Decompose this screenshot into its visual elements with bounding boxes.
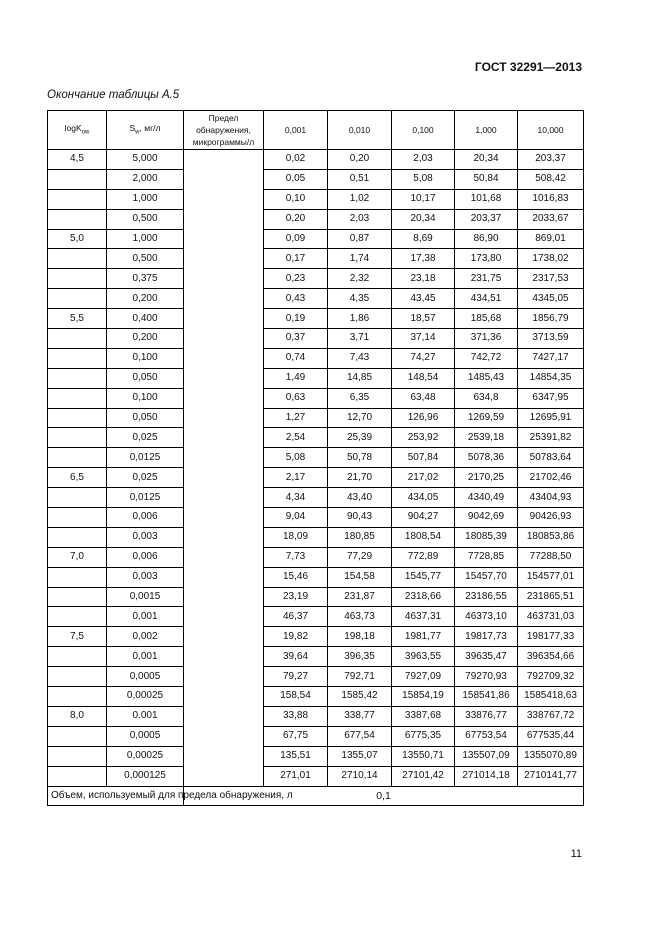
cell-logk — [48, 368, 107, 388]
cell-value: 63,48 — [392, 388, 455, 408]
cell-logk — [48, 726, 107, 746]
cell-value: 0,17 — [264, 249, 328, 269]
cell-value: 2,03 — [328, 209, 392, 229]
cell-value: 463,73 — [328, 607, 392, 627]
header-logk: logK$_{ow}$ — [48, 111, 107, 150]
cell-value: 634,8 — [455, 388, 518, 408]
cell-value: 3963,55 — [392, 647, 455, 667]
cell-value: 4,35 — [328, 289, 392, 309]
cell-value: 27101,42 — [392, 766, 455, 786]
cell-value: 12695,91 — [518, 408, 584, 428]
cell-value: 371,36 — [455, 329, 518, 349]
cell-value: 158,54 — [264, 687, 328, 707]
header-conc-4: 1,000 — [455, 111, 518, 150]
cell-value: 7927,09 — [392, 667, 455, 687]
cell-value: 1355,07 — [328, 746, 392, 766]
cell-sw: 0,001 — [107, 647, 184, 667]
cell-value: 792709,32 — [518, 667, 584, 687]
cell-value: 101,68 — [455, 189, 518, 209]
cell-value: 135507,09 — [455, 746, 518, 766]
table-row — [48, 150, 584, 170]
cell-value: 0,05 — [264, 169, 328, 189]
table-row — [48, 348, 584, 368]
page-number: 11 — [570, 848, 582, 860]
table-row — [48, 329, 584, 349]
cell-value: 2,03 — [392, 150, 455, 170]
cell-value: 198177,33 — [518, 627, 584, 647]
cell-sw: 0,00025 — [107, 746, 184, 766]
cell-value: 19,82 — [264, 627, 328, 647]
cell-value: 3713,59 — [518, 329, 584, 349]
cell-value: 1485,43 — [455, 368, 518, 388]
cell-value: 507,84 — [392, 448, 455, 468]
cell-value: 10,17 — [392, 189, 455, 209]
cell-value: 2318,66 — [392, 587, 455, 607]
table-row — [48, 667, 584, 687]
cell-logk — [48, 667, 107, 687]
cell-value: 1856,79 — [518, 309, 584, 329]
cell-value: 203,37 — [455, 209, 518, 229]
cell-value: 9042,69 — [455, 508, 518, 528]
footer-value: 0,1 — [184, 786, 584, 806]
cell-value: 46373,10 — [455, 607, 518, 627]
cell-logk: 5,0 — [48, 229, 107, 249]
cell-value: 18,57 — [392, 309, 455, 329]
cell-logk — [48, 766, 107, 786]
cell-value: 90,43 — [328, 508, 392, 528]
cell-sw: 0,006 — [107, 508, 184, 528]
table-row — [48, 249, 584, 269]
cell-value: 9,04 — [264, 508, 328, 528]
cell-value: 33,88 — [264, 706, 328, 726]
cell-detection-limit — [184, 150, 264, 787]
cell-value: 37,14 — [392, 329, 455, 349]
cell-sw: 0,0015 — [107, 587, 184, 607]
table-body — [48, 150, 584, 787]
cell-sw: 0,002 — [107, 627, 184, 647]
cell-value: 1,49 — [264, 368, 328, 388]
cell-value: 1585418,63 — [518, 687, 584, 707]
cell-value: 2710,14 — [328, 766, 392, 786]
cell-logk — [48, 587, 107, 607]
table-row — [48, 547, 584, 567]
cell-sw: 0,0125 — [107, 488, 184, 508]
cell-value: 6775,35 — [392, 726, 455, 746]
cell-sw: 0.001 — [107, 706, 184, 726]
cell-value: 0,02 — [264, 150, 328, 170]
cell-value: 677,54 — [328, 726, 392, 746]
table-row — [48, 527, 584, 547]
cell-value: 14854,35 — [518, 368, 584, 388]
cell-sw: 2,000 — [107, 169, 184, 189]
cell-value: 1016,83 — [518, 189, 584, 209]
cell-value: 231865,51 — [518, 587, 584, 607]
cell-value: 463731,03 — [518, 607, 584, 627]
cell-value: 677535,44 — [518, 726, 584, 746]
cell-logk — [48, 567, 107, 587]
cell-value: 0,37 — [264, 329, 328, 349]
cell-value: 23,18 — [392, 269, 455, 289]
cell-value: 396,35 — [328, 647, 392, 667]
cell-logk: 5,5 — [48, 309, 107, 329]
cell-logk: 6,5 — [48, 468, 107, 488]
cell-logk — [48, 269, 107, 289]
cell-logk — [48, 249, 107, 269]
cell-value: 2,32 — [328, 269, 392, 289]
cell-logk — [48, 527, 107, 547]
cell-value: 23,19 — [264, 587, 328, 607]
cell-logk — [48, 329, 107, 349]
cell-logk — [48, 408, 107, 428]
cell-sw: 0,025 — [107, 468, 184, 488]
cell-value: 50,84 — [455, 169, 518, 189]
document-number: ГОСТ 32291—2013 — [474, 60, 582, 74]
cell-logk — [48, 388, 107, 408]
cell-value: 154,58 — [328, 567, 392, 587]
cell-logk — [48, 428, 107, 448]
cell-value: 396354,66 — [518, 647, 584, 667]
table-row — [48, 706, 584, 726]
cell-value: 13550,71 — [392, 746, 455, 766]
table-row — [48, 746, 584, 766]
cell-value: 338,77 — [328, 706, 392, 726]
cell-value: 19817,73 — [455, 627, 518, 647]
cell-value: 33876,77 — [455, 706, 518, 726]
table-row — [48, 726, 584, 746]
cell-logk — [48, 209, 107, 229]
cell-value: 2317,53 — [518, 269, 584, 289]
cell-sw: 0,375 — [107, 269, 184, 289]
cell-value: 4,34 — [264, 488, 328, 508]
cell-value: 0,23 — [264, 269, 328, 289]
cell-value: 434,51 — [455, 289, 518, 309]
cell-logk — [48, 448, 107, 468]
cell-value: 198,18 — [328, 627, 392, 647]
table-row — [48, 229, 584, 249]
cell-value: 2539,18 — [455, 428, 518, 448]
cell-value: 180,85 — [328, 527, 392, 547]
table-caption: Окончание таблицы А.5 — [47, 89, 180, 101]
cell-value: 3387,68 — [392, 706, 455, 726]
cell-logk — [48, 488, 107, 508]
cell-value: 1585,42 — [328, 687, 392, 707]
cell-sw: 0,000125 — [107, 766, 184, 786]
table-header-row — [48, 111, 584, 150]
cell-value: 67,75 — [264, 726, 328, 746]
cell-value: 7,43 — [328, 348, 392, 368]
table-row — [48, 766, 584, 786]
cell-value: 203,37 — [518, 150, 584, 170]
cell-sw: 1,000 — [107, 229, 184, 249]
cell-value: 15457,70 — [455, 567, 518, 587]
cell-value: 338767,72 — [518, 706, 584, 726]
cell-sw: 0,100 — [107, 388, 184, 408]
footer-label: Объем, используемый для предела обнаружения, л — [48, 786, 184, 806]
cell-logk — [48, 508, 107, 528]
cell-value: 5,08 — [392, 169, 455, 189]
cell-value: 50783,64 — [518, 448, 584, 468]
cell-value: 43404,93 — [518, 488, 584, 508]
cell-value: 74,27 — [392, 348, 455, 368]
cell-value: 90426,93 — [518, 508, 584, 528]
cell-sw: 0,050 — [107, 368, 184, 388]
cell-value: 12,70 — [328, 408, 392, 428]
table-row — [48, 368, 584, 388]
cell-value: 508,42 — [518, 169, 584, 189]
cell-sw: 0,200 — [107, 329, 184, 349]
cell-value: 434,05 — [392, 488, 455, 508]
cell-value: 39635,47 — [455, 647, 518, 667]
cell-sw: 0,006 — [107, 547, 184, 567]
cell-value: 77,29 — [328, 547, 392, 567]
cell-sw: 0,001 — [107, 607, 184, 627]
cell-sw: 0,400 — [107, 309, 184, 329]
cell-value: 50,78 — [328, 448, 392, 468]
cell-value: 5078,36 — [455, 448, 518, 468]
cell-value: 21,70 — [328, 468, 392, 488]
header-conc-5: 10,000 — [518, 111, 584, 150]
cell-sw: 5,000 — [107, 150, 184, 170]
cell-value: 43,40 — [328, 488, 392, 508]
table-row — [48, 647, 584, 667]
cell-logk: 4,5 — [48, 150, 107, 170]
cell-value: 2033,67 — [518, 209, 584, 229]
cell-value: 46,37 — [264, 607, 328, 627]
cell-sw: 0,003 — [107, 527, 184, 547]
header-sw: $S_w$, мг/л — [107, 111, 184, 150]
cell-value: 180853,86 — [518, 527, 584, 547]
cell-sw: 0,003 — [107, 567, 184, 587]
cell-value: 23186,55 — [455, 587, 518, 607]
cell-value: 18,09 — [264, 527, 328, 547]
cell-value: 7728,85 — [455, 547, 518, 567]
cell-value: 0,43 — [264, 289, 328, 309]
cell-value: 0,10 — [264, 189, 328, 209]
cell-sw: 0,100 — [107, 348, 184, 368]
cell-sw: 0,0125 — [107, 448, 184, 468]
data-table — [47, 110, 584, 806]
cell-sw: 1,000 — [107, 189, 184, 209]
cell-value: 0,09 — [264, 229, 328, 249]
header-detection-limit: Предел обнаружения, микрограммы/л — [184, 111, 264, 150]
cell-value: 4637,31 — [392, 607, 455, 627]
cell-value: 20,34 — [392, 209, 455, 229]
table-row — [48, 289, 584, 309]
cell-value: 1808,54 — [392, 527, 455, 547]
cell-value: 86,90 — [455, 229, 518, 249]
header-conc-1: 0,001 — [264, 111, 328, 150]
cell-sw: 0,0005 — [107, 726, 184, 746]
cell-value: 18085,39 — [455, 527, 518, 547]
cell-value: 253,92 — [392, 428, 455, 448]
cell-logk — [48, 189, 107, 209]
cell-value: 271,01 — [264, 766, 328, 786]
cell-value: 4345,05 — [518, 289, 584, 309]
cell-logk — [48, 289, 107, 309]
cell-value: 0,20 — [328, 150, 392, 170]
cell-value: 1545,77 — [392, 567, 455, 587]
cell-logk: 7,0 — [48, 547, 107, 567]
cell-value: 39,64 — [264, 647, 328, 667]
cell-value: 0,20 — [264, 209, 328, 229]
cell-value: 742,72 — [455, 348, 518, 368]
table-row — [48, 189, 584, 209]
cell-value: 5,08 — [264, 448, 328, 468]
cell-logk — [48, 348, 107, 368]
table-row — [48, 388, 584, 408]
cell-value: 271014,18 — [455, 766, 518, 786]
cell-value: 77288,50 — [518, 547, 584, 567]
cell-value: 1,27 — [264, 408, 328, 428]
cell-value: 6,35 — [328, 388, 392, 408]
cell-value: 7,73 — [264, 547, 328, 567]
cell-value: 231,87 — [328, 587, 392, 607]
cell-logk — [48, 607, 107, 627]
cell-logk — [48, 746, 107, 766]
cell-value: 15854,19 — [392, 687, 455, 707]
cell-value: 8,69 — [392, 229, 455, 249]
table-row — [48, 209, 584, 229]
cell-value: 3,71 — [328, 329, 392, 349]
cell-value: 217,02 — [392, 468, 455, 488]
cell-value: 67753,54 — [455, 726, 518, 746]
table-row — [48, 169, 584, 189]
cell-value: 158541,86 — [455, 687, 518, 707]
cell-sw: 0,500 — [107, 209, 184, 229]
table-row — [48, 408, 584, 428]
cell-value: 6347,95 — [518, 388, 584, 408]
cell-value: 7427,17 — [518, 348, 584, 368]
cell-value: 79270,93 — [455, 667, 518, 687]
cell-value: 4340,49 — [455, 488, 518, 508]
cell-value: 43,45 — [392, 289, 455, 309]
cell-value: 2,54 — [264, 428, 328, 448]
cell-value: 869,01 — [518, 229, 584, 249]
cell-value: 772,89 — [392, 547, 455, 567]
table-row — [48, 428, 584, 448]
cell-value: 0,63 — [264, 388, 328, 408]
cell-value: 1,86 — [328, 309, 392, 329]
cell-logk: 7,5 — [48, 627, 107, 647]
cell-sw: 0,025 — [107, 428, 184, 448]
cell-value: 17,38 — [392, 249, 455, 269]
cell-value: 0,19 — [264, 309, 328, 329]
cell-sw: 0,500 — [107, 249, 184, 269]
cell-value: 14,85 — [328, 368, 392, 388]
table-row — [48, 508, 584, 528]
cell-value: 0,74 — [264, 348, 328, 368]
cell-value: 1,74 — [328, 249, 392, 269]
cell-sw: 0,200 — [107, 289, 184, 309]
cell-logk — [48, 647, 107, 667]
table-row — [48, 448, 584, 468]
cell-value: 15,46 — [264, 567, 328, 587]
cell-value: 154577,01 — [518, 567, 584, 587]
cell-value: 148,54 — [392, 368, 455, 388]
cell-value: 792,71 — [328, 667, 392, 687]
cell-value: 2,17 — [264, 468, 328, 488]
table-row — [48, 567, 584, 587]
table-footer-row — [48, 786, 584, 806]
cell-value: 20,34 — [455, 150, 518, 170]
table-row — [48, 587, 584, 607]
cell-value: 1981,77 — [392, 627, 455, 647]
cell-value: 1269,59 — [455, 408, 518, 428]
table-row — [48, 687, 584, 707]
cell-logk: 8,0 — [48, 706, 107, 726]
table-row — [48, 607, 584, 627]
cell-value: 25,39 — [328, 428, 392, 448]
cell-value: 2710141,77 — [518, 766, 584, 786]
cell-value: 1355070,89 — [518, 746, 584, 766]
cell-logk — [48, 169, 107, 189]
table-row — [48, 488, 584, 508]
cell-value: 185,68 — [455, 309, 518, 329]
cell-value: 135,51 — [264, 746, 328, 766]
cell-value: 25391,82 — [518, 428, 584, 448]
cell-value: 1738,02 — [518, 249, 584, 269]
table-row — [48, 468, 584, 488]
cell-value: 2170,25 — [455, 468, 518, 488]
table-row — [48, 309, 584, 329]
cell-value: 0,51 — [328, 169, 392, 189]
cell-sw: 0,00025 — [107, 687, 184, 707]
cell-value: 21702,46 — [518, 468, 584, 488]
cell-value: 79,27 — [264, 667, 328, 687]
cell-value: 1,02 — [328, 189, 392, 209]
table-row — [48, 627, 584, 647]
cell-sw: 0,0005 — [107, 667, 184, 687]
header-conc-2: 0,010 — [328, 111, 392, 150]
cell-logk — [48, 687, 107, 707]
cell-value: 231,75 — [455, 269, 518, 289]
cell-value: 173,80 — [455, 249, 518, 269]
cell-value: 126,96 — [392, 408, 455, 428]
table-row — [48, 269, 584, 289]
header-conc-3: 0,100 — [392, 111, 455, 150]
cell-sw: 0,050 — [107, 408, 184, 428]
cell-value: 0,87 — [328, 229, 392, 249]
cell-value: 904,27 — [392, 508, 455, 528]
